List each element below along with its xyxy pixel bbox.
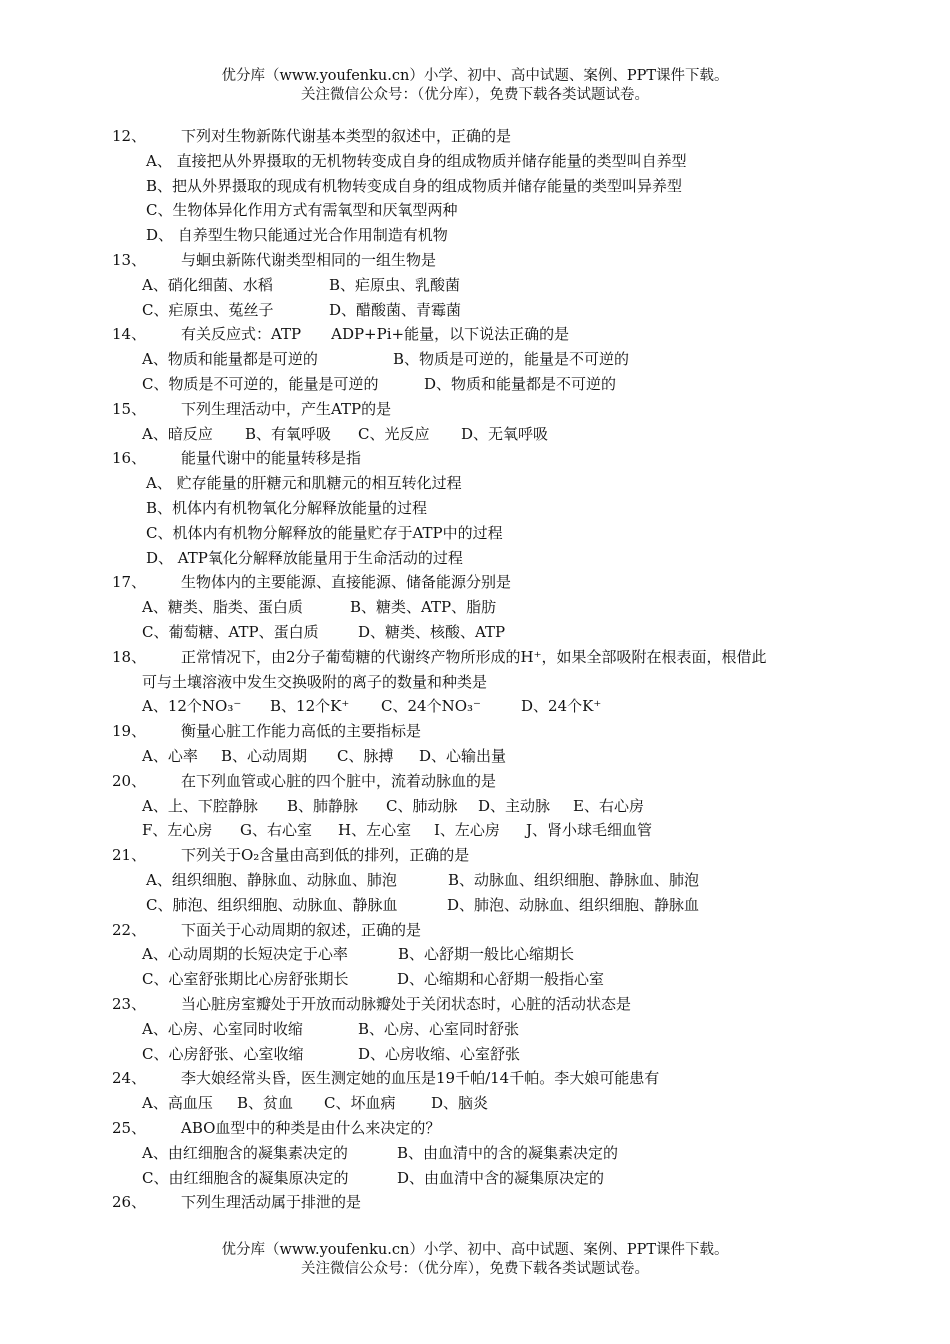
option-g: G、右心室 [240,821,312,840]
question-text: 当心脏房室瓣处于开放而动脉瓣处于关闭状态时，心脏的活动状态是 [181,995,632,1013]
question-number: 24、 [112,1069,147,1088]
option-d: D、肺泡、动脉血、组织细胞、静脉血 [447,895,700,914]
question-text: 正常情况下，由2分子葡萄糖的代谢终产物所形成的H⁺，如果全部吸附在根表面，根借此 [181,647,767,666]
option-d: D、脑炎 [431,1094,489,1113]
option-b: B、心房、心室同时舒张 [358,1019,520,1038]
option-d: D、无氧呼吸 [461,424,549,443]
option-f: F、左心房 [142,821,213,840]
option-a: A、硝化细菌、水稻 [142,275,273,294]
option-c: C、心室舒张期比心房舒张期长 [142,970,349,989]
option-c: C、物质是不可逆的，能量是可逆的 [142,375,379,393]
option-b: B、机体内有机物氧化分解释放能量的过程 [146,499,428,517]
option-a: A、上、下腔静脉 [142,796,258,815]
option-a: A、糖类、脂类、蛋白质 [142,598,303,617]
option-d: D、 ATP氧化分解释放能量用于生命活动的过程 [146,548,463,567]
option-a: A、 贮存能量的肝糖元和肌糖元的相互转化过程 [146,474,462,493]
question-text: 衡量心脏工作能力高低的主要指标是 [181,722,422,741]
option-d: D、物质和能量都是不可逆的 [424,375,617,393]
option-a: A、由红细胞含的凝集素决定的 [142,1143,348,1162]
option-d: D、24个K⁺ [521,697,602,716]
option-c: C、葡萄糖、ATP、蛋白质 [142,623,319,641]
option-a: A、 直接把从外界摄取的无机物转变成自身的组成物质并储存能量的类型叫自养型 [146,151,687,170]
option-c: C、由红细胞含的凝集原决定的 [142,1168,349,1187]
question-text: 下列关于O₂含量由高到低的排列，正确的是 [181,846,470,865]
option-a: A、心动周期的长短决定于心率 [142,945,348,964]
question-number: 16、 [112,449,147,468]
option-b: B、动脉血、组织细胞、静脉血、肺泡 [448,871,700,889]
question-text: 生物体内的主要能源、直接能源、储备能源分别是 [181,573,512,592]
option-d: D、 自养型生物只能通过光合作用制造有机物 [146,226,448,245]
option-c: C、坏血病 [324,1094,396,1113]
question-number: 15、 [112,399,147,418]
option-e: E、右心房 [573,796,644,815]
option-c: C、光反应 [358,424,430,443]
option-a: A、心率 [142,747,198,765]
question-text: 在下列血管或心脏的四个脏中，流着动脉血的是 [181,771,497,790]
header-line-2: 关注微信公众号：（优分库），免费下载各类试题试卷。 [301,87,649,103]
question-number: 12、 [112,127,147,145]
footer-line-2: 关注微信公众号：（优分库），免费下载各类试题试卷。 [301,1261,649,1277]
question-text: 下列对生物新陈代谢基本类型的叙述中，正确的是 [181,127,512,145]
question-number: 23、 [112,995,147,1013]
option-a: A、心房、心室同时收缩 [142,1019,303,1038]
option-d: D、醋酸菌、青霉菌 [329,300,462,319]
option-c: C、肺泡、组织细胞、动脉血、静脉血 [146,895,398,914]
option-b: B、由血清中的含的凝集素决定的 [397,1143,619,1162]
option-c: C、心房舒张、心室收缩 [142,1044,304,1063]
option-d: D、心缩期和心舒期一般指心室 [397,970,605,989]
question-text: 能量代谢中的能量转移是指 [181,449,362,468]
question-number: 21、 [112,846,147,865]
question-text: 李大娘经常头昏，医生测定她的血压是19千帕/14千帕。李大娘可能患有 [181,1069,660,1088]
option-c: C、24个NO₃⁻ [381,697,481,716]
option-a: A、高血压 [142,1094,213,1113]
option-c: C、肺动脉 [386,796,458,815]
option-b: B、物质是可逆的，能量是不可逆的 [393,350,630,369]
footer-line-1: 优分库（www.youfenku.cn）小学、初中、高中试题、案例、PPT课件下载。 [221,1242,729,1258]
option-d: D、心房收缩、心室舒张 [358,1044,521,1063]
question-text: 有关反应式：ATP ADP+Pi+能量，以下说法正确的是 [181,325,570,344]
option-b: B、有氧呼吸 [245,424,332,443]
page-header [0,67,950,105]
option-b: B、糖类、ATP、脂肪 [350,598,497,617]
question-text: 下列生理活动中，产生ATP的是 [181,399,392,418]
question-text: 下列生理活动属于排泄的是 [181,1193,362,1212]
option-c: C、疟原虫、菟丝子 [142,300,274,319]
option-i: I、左心房 [434,821,500,840]
option-b: B、肺静脉 [287,796,359,815]
option-d: D、糖类、核酸、ATP [358,623,506,641]
option-a: A、物质和能量都是可逆的 [142,350,318,369]
option-b: B、疟原虫、乳酸菌 [329,275,461,294]
option-a: A、组织细胞、静脉血、动脉血、肺泡 [146,871,397,889]
question-text-continued: 可与土壤溶液中发生交换吸附的离子的数量和种类是 [142,672,488,691]
question-number: 19、 [112,722,147,741]
option-b: B、心舒期一般比心缩期长 [398,945,575,964]
question-number: 20、 [112,771,147,790]
option-c: C、脉搏 [337,747,394,765]
option-a: A、暗反应 [142,424,213,443]
option-c: C、生物体异化作用方式有需氧型和厌氧型两种 [146,201,458,220]
question-text: 下面关于心动周期的叙述，正确的是 [181,920,422,939]
option-b: B、心动周期 [221,747,308,765]
page-footer [0,1241,950,1279]
option-h: H、左心室 [338,821,412,840]
option-d: D、心输出量 [419,747,507,765]
question-number: 18、 [112,647,147,666]
option-c: C、机体内有机物分解释放的能量贮存于ATP中的过程 [146,523,503,542]
question-text: ABO血型中的种类是由什么来决定的？ [181,1119,441,1137]
question-number: 17、 [112,573,147,592]
question-number: 26、 [112,1193,147,1212]
option-d: D、主动脉 [478,796,551,815]
question-number: 25、 [112,1119,147,1137]
question-number: 13、 [112,251,147,269]
header-line-1: 优分库（www.youfenku.cn）小学、初中、高中试题、案例、PPT课件下载。 [221,68,729,84]
question-text: 与蛔虫新陈代谢类型相同的一组生物是 [181,251,437,269]
option-b: B、把从外界摄取的现成有机物转变成自身的组成物质并储存能量的类型叫异养型 [146,176,683,195]
option-a: A、12个NO₃⁻ [142,697,242,716]
option-b: B、12个K⁺ [270,697,350,716]
question-number: 22、 [112,920,147,939]
option-b: B、贫血 [237,1094,294,1113]
option-d: D、由血清中含的凝集原决定的 [397,1168,605,1187]
option-j: J、肾小球毛细血管 [526,821,653,840]
question-number: 14、 [112,325,147,344]
